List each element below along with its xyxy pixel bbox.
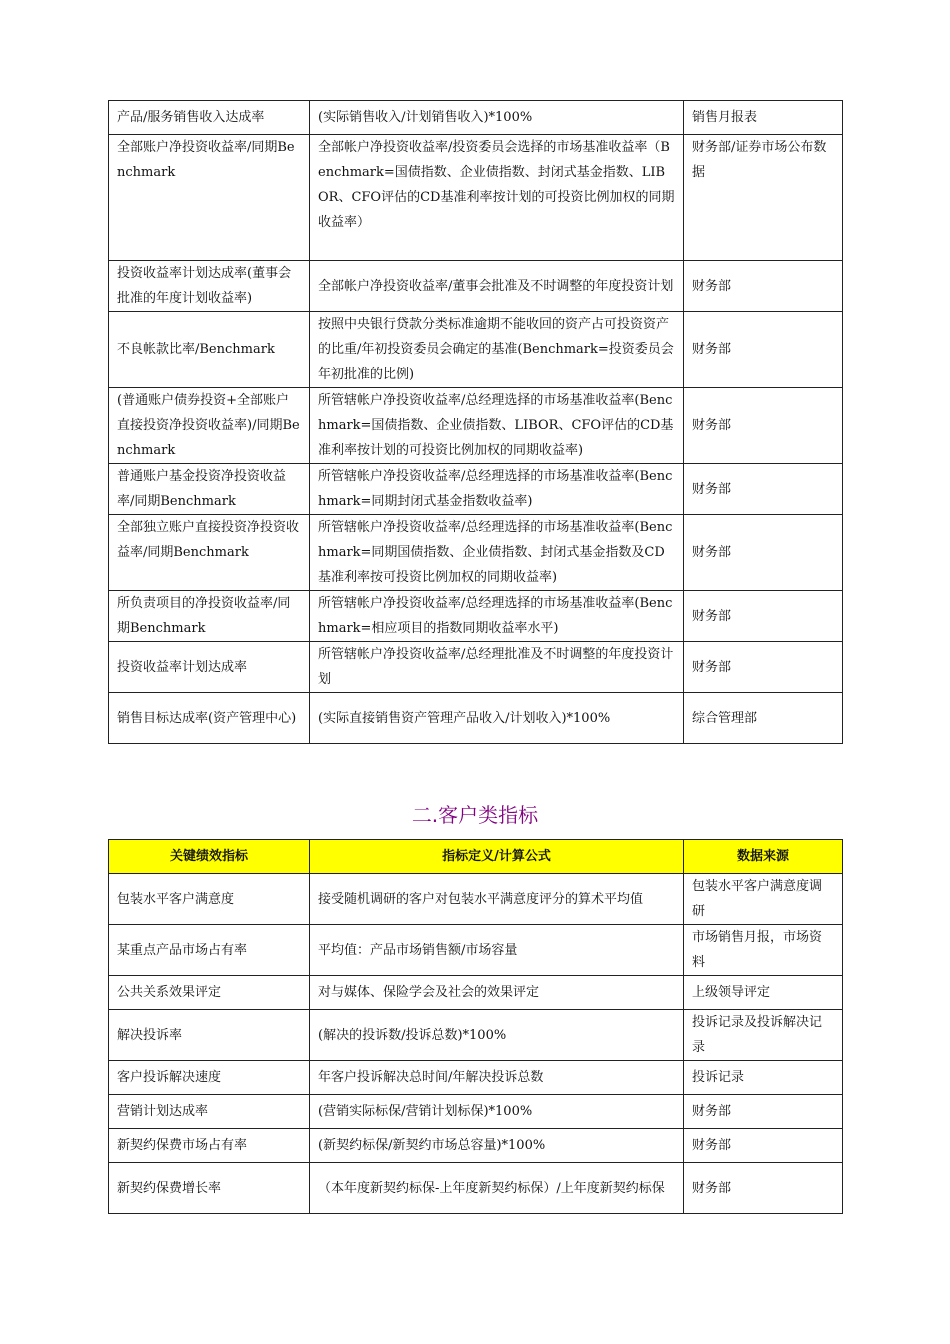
column-header-source: 数据来源 bbox=[684, 840, 843, 874]
table-row bbox=[109, 135, 843, 261]
table-row bbox=[109, 693, 843, 744]
kpi-source-cell: 市场销售月报，市场资料 bbox=[684, 925, 843, 976]
table-row bbox=[109, 642, 843, 693]
section-title: 二.客户类指标 bbox=[411, 803, 539, 827]
kpi-formula-cell: （本年度新契约标保-上年度新契约标保）/上年度新契约标保 bbox=[310, 1163, 684, 1214]
table-row bbox=[109, 312, 843, 388]
kpi-source-cell: 财务部 bbox=[684, 261, 843, 312]
kpi-name-cell: 不良帐款比率/Benchmark bbox=[109, 312, 310, 388]
table-row bbox=[109, 591, 843, 642]
kpi-formula-cell: (实际销售收入/计划销售收入)*100% bbox=[310, 101, 684, 135]
kpi-formula-cell: (营销实际标保/营销计划标保)*100% bbox=[310, 1095, 684, 1129]
kpi-source-cell: 财务部 bbox=[684, 1129, 843, 1163]
kpi-formula-cell: 对与媒体、保险学会及社会的效果评定 bbox=[310, 976, 684, 1010]
kpi-name-cell: 公共关系效果评定 bbox=[109, 976, 310, 1010]
kpi-name-cell: 产品/服务销售收入达成率 bbox=[109, 101, 310, 135]
table-row bbox=[109, 388, 843, 464]
kpi-name-cell: 全部独立账户直接投资净投资收益率/同期Benchmark bbox=[109, 515, 310, 591]
kpi-name-cell: (普通账户债券投资+全部账户直接投资净投资收益率)/同期Benchmark bbox=[109, 388, 310, 464]
kpi-formula-cell: 按照中央银行贷款分类标准逾期不能收回的资产占可投资资产的比重/年初投资委员会确定的基准(Benchmark=投资委员会年初批准的比例) bbox=[310, 312, 684, 388]
kpi-formula-cell: 年客户投诉解决总时间/年解决投诉总数 bbox=[310, 1061, 684, 1095]
kpi-name-cell: 投资收益率计划达成率(董事会批准的年度计划收益率) bbox=[109, 261, 310, 312]
table-row bbox=[109, 925, 843, 976]
kpi-name-cell: 投资收益率计划达成率 bbox=[109, 642, 310, 693]
column-header-kpi: 关键绩效指标 bbox=[109, 840, 310, 874]
table-row bbox=[109, 515, 843, 591]
table-row bbox=[109, 1163, 843, 1214]
kpi-name-cell: 所负责项目的净投资收益率/同期Benchmark bbox=[109, 591, 310, 642]
column-header-formula: 指标定义/计算公式 bbox=[310, 840, 684, 874]
kpi-name-cell: 某重点产品市场占有率 bbox=[109, 925, 310, 976]
kpi-formula-cell: 平均值：产品市场销售额/市场容量 bbox=[310, 925, 684, 976]
kpi-source-cell: 销售月报表 bbox=[684, 101, 843, 135]
kpi-name-cell: 新契约保费增长率 bbox=[109, 1163, 310, 1214]
kpi-source-cell: 投诉记录及投诉解决记录 bbox=[684, 1010, 843, 1061]
kpi-source-cell: 财务部 bbox=[684, 388, 843, 464]
kpi-name-cell: 营销计划达成率 bbox=[109, 1095, 310, 1129]
kpi-source-cell: 财务部 bbox=[684, 515, 843, 591]
kpi-name-cell: 普通账户基金投资净投资收益率/同期Benchmark bbox=[109, 464, 310, 515]
table-header-row bbox=[109, 840, 843, 874]
kpi-source-cell: 财务部 bbox=[684, 1095, 843, 1129]
kpi-source-cell: 财务部 bbox=[684, 642, 843, 693]
kpi-formula-cell: 所管辖帐户净投资收益率/总经理选择的市场基准收益率(Benchmark=国债指数、企业债指数、LIBOR、CFO评估的CD基准利率按计划的可投资比例加权的同期收益率) bbox=[310, 388, 684, 464]
table-row bbox=[109, 261, 843, 312]
kpi-source-cell: 财务部 bbox=[684, 464, 843, 515]
kpi-formula-cell: (解决的投诉数/投诉总数)*100% bbox=[310, 1010, 684, 1061]
kpi-source-cell: 包装水平客户满意度调研 bbox=[684, 874, 843, 925]
table-row bbox=[109, 1010, 843, 1061]
table-row bbox=[109, 976, 843, 1010]
table-row bbox=[109, 101, 843, 135]
kpi-source-cell: 财务部 bbox=[684, 591, 843, 642]
kpi-source-cell: 综合管理部 bbox=[684, 693, 843, 744]
table-row bbox=[109, 1129, 843, 1163]
kpi-table-customer bbox=[108, 839, 843, 1214]
kpi-formula-cell: (实际直接销售资产管理产品收入/计划收入)*100% bbox=[310, 693, 684, 744]
table-row bbox=[109, 464, 843, 515]
kpi-name-cell: 解决投诉率 bbox=[109, 1010, 310, 1061]
kpi-source-cell: 投诉记录 bbox=[684, 1061, 843, 1095]
kpi-formula-cell: 全部帐户净投资收益率/董事会批准及不时调整的年度投资计划 bbox=[310, 261, 684, 312]
table-row bbox=[109, 1095, 843, 1129]
kpi-table-financial bbox=[108, 100, 843, 744]
kpi-source-cell: 财务部 bbox=[684, 1163, 843, 1214]
kpi-name-cell: 新契约保费市场占有率 bbox=[109, 1129, 310, 1163]
kpi-name-cell: 全部账户净投资收益率/同期Benchmark bbox=[109, 135, 310, 261]
kpi-source-cell: 上级领导评定 bbox=[684, 976, 843, 1010]
kpi-source-cell: 财务部 bbox=[684, 312, 843, 388]
kpi-formula-cell: 接受随机调研的客户对包装水平满意度评分的算术平均值 bbox=[310, 874, 684, 925]
kpi-formula-cell: 所管辖帐户净投资收益率/总经理选择的市场基准收益率(Benchmark=同期国债指数、企业债指数、封闭式基金指数及CD基准利率按可投资比例加权的同期收益率) bbox=[310, 515, 684, 591]
kpi-formula-cell: 所管辖帐户净投资收益率/总经理批准及不时调整的年度投资计划 bbox=[310, 642, 684, 693]
kpi-formula-cell: 全部帐户净投资收益率/投资委员会选择的市场基准收益率（Benchmark=国债指数、企业债指数、封闭式基金指数、LIBOR、CFO评估的CD基准利率按计划的可投资比例加权的同期收益率） bbox=[310, 135, 684, 261]
kpi-formula-cell: 所管辖帐户净投资收益率/总经理选择的市场基准收益率(Benchmark=相应项目的指数同期收益率水平) bbox=[310, 591, 684, 642]
kpi-formula-cell: 所管辖帐户净投资收益率/总经理选择的市场基准收益率(Benchmark=同期封闭式基金指数收益率) bbox=[310, 464, 684, 515]
kpi-name-cell: 客户投诉解决速度 bbox=[109, 1061, 310, 1095]
table-row bbox=[109, 874, 843, 925]
table-row bbox=[109, 1061, 843, 1095]
kpi-name-cell: 销售目标达成率(资产管理中心) bbox=[109, 693, 310, 744]
kpi-formula-cell: (新契约标保/新契约市场总容量)*100% bbox=[310, 1129, 684, 1163]
kpi-source-cell: 财务部/证券市场公布数据 bbox=[684, 135, 843, 261]
kpi-name-cell: 包装水平客户满意度 bbox=[109, 874, 310, 925]
